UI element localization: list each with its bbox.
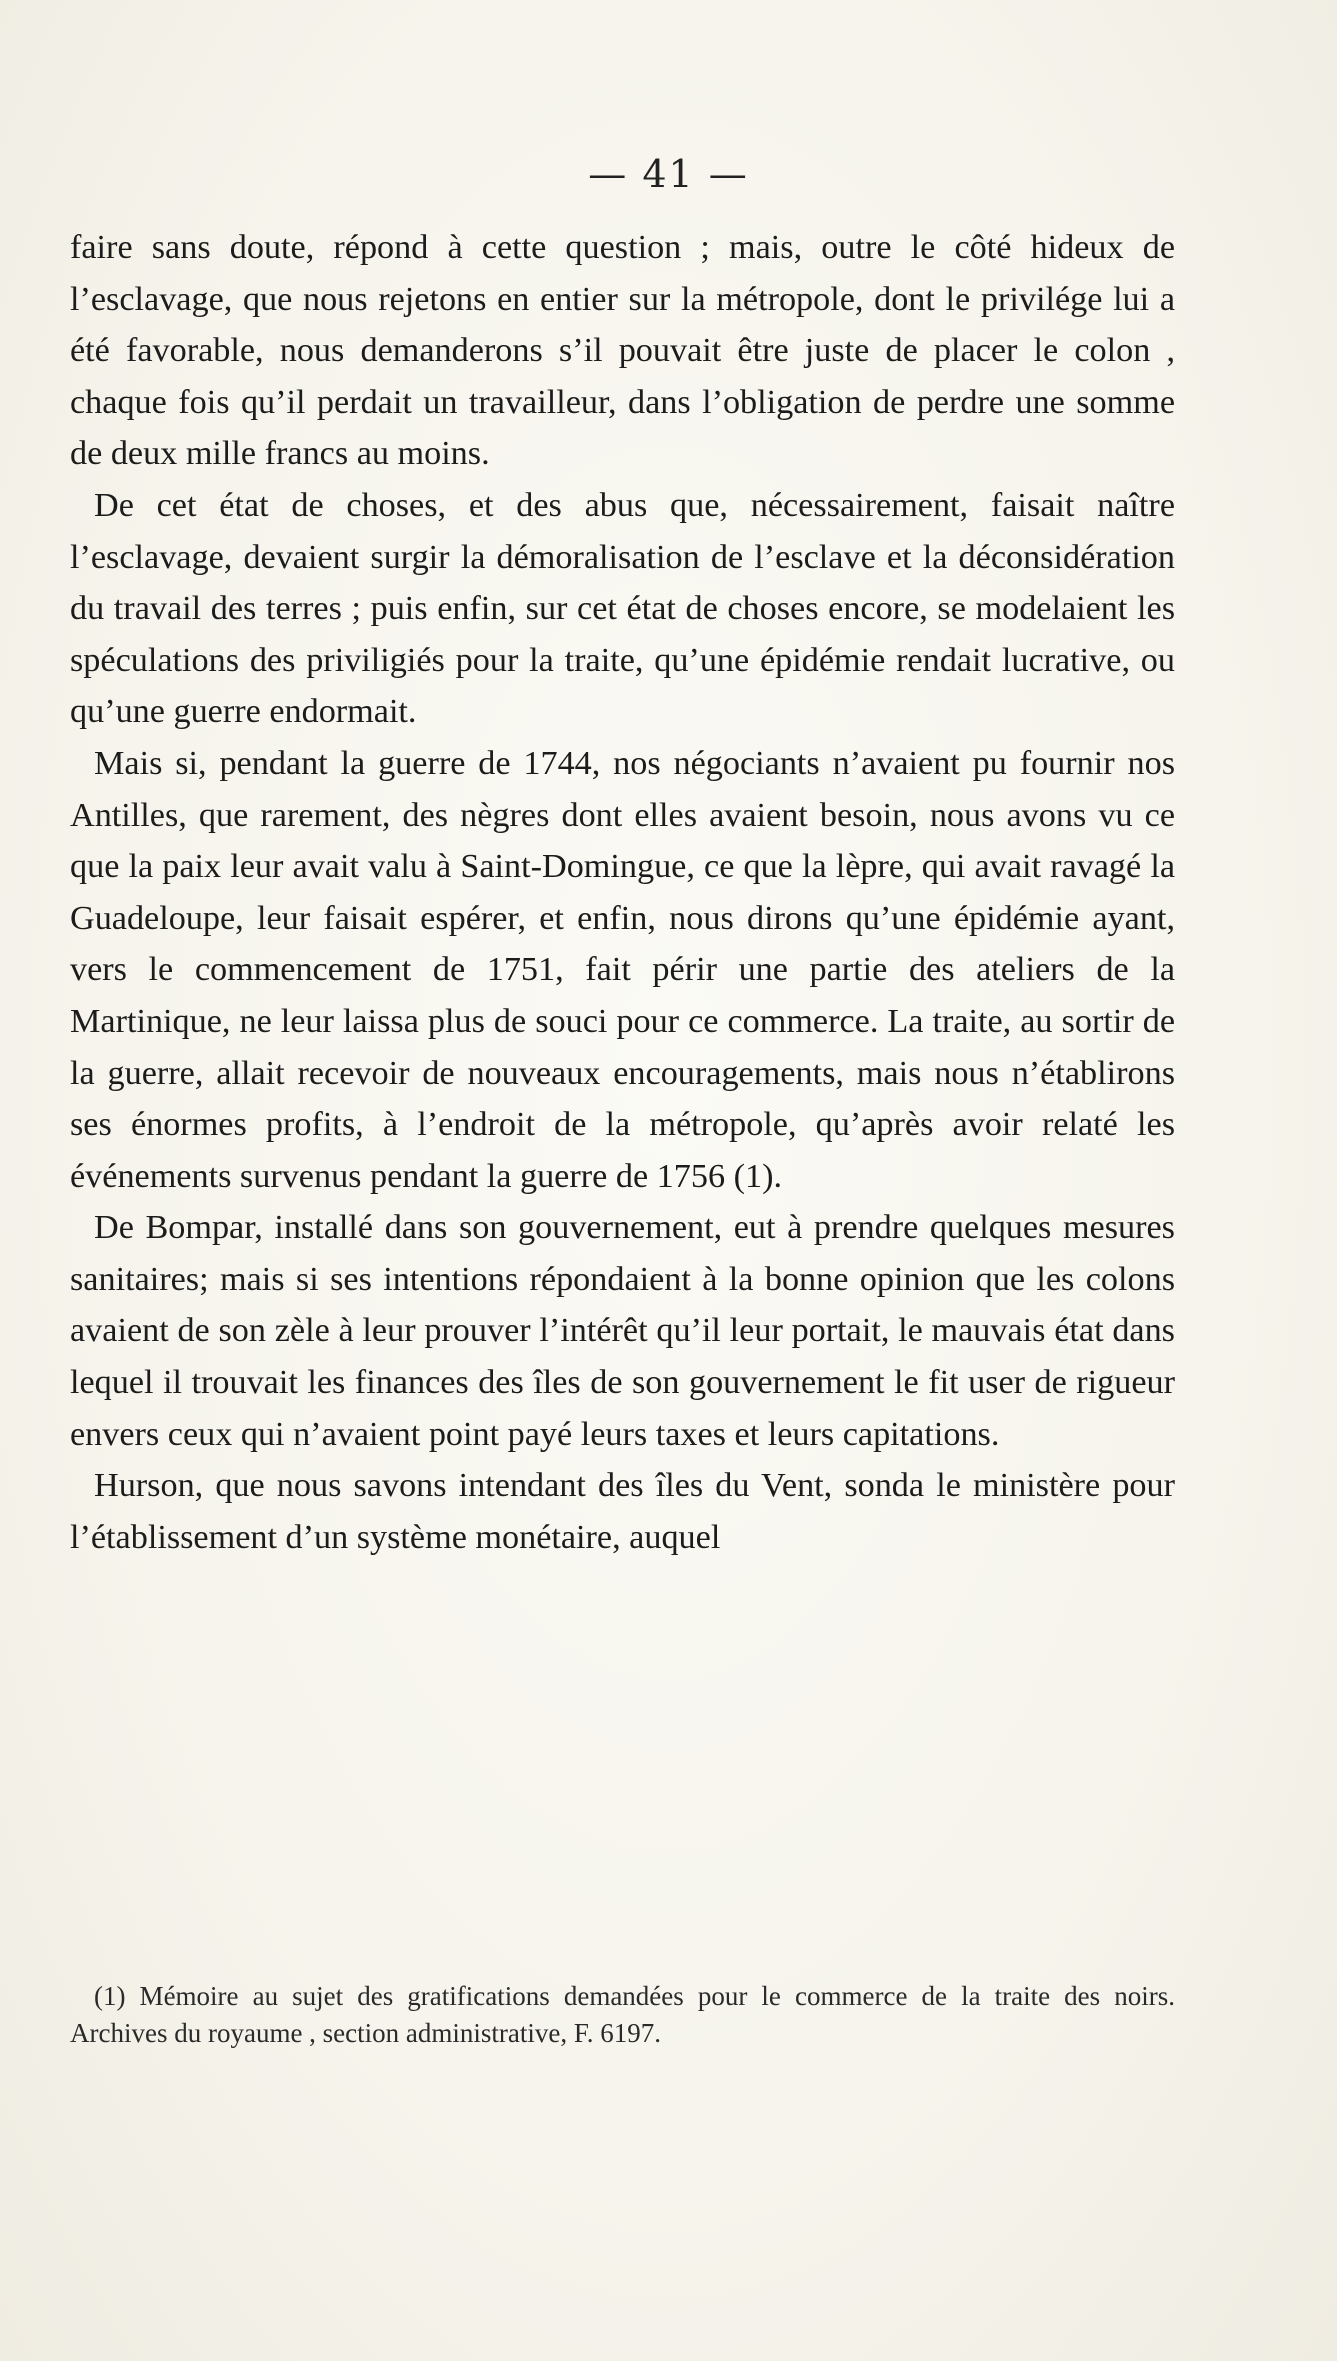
body-text [70, 222, 1175, 1563]
page-number: — 41 — [588, 152, 749, 196]
paragraph-1: faire sans doute, répond à cette question ; mais, outre le côté hideux de l’esclavage, que nous rejetons en entier sur la métropole, dont le privilége lui a été favorable, nous demanderons s’il pouvait être juste de placer le colon , chaque fois qu’il perdait un travailleur, dans l’obligation de perdre une somme de deux mille francs au moins. [70, 229, 1175, 473]
paragraph-5: Hurson, que nous savons intendant des îles du Vent, sonda le ministère pour l’établissement d’un système monétaire, auquel [70, 1467, 1175, 1556]
paragraph-3: Mais si, pendant la guerre de 1744, nos négociants n’avaient pu fournir nos Antilles, que rarement, des nègres dont elles avaient besoin, nous avons vu ce que la paix leur avait valu à Saint-Domingue, ce que la lèpre, qui avait ravagé la Guadeloupe, leur faisait espérer, et enfin, nous dirons qu’une épidémie ayant, vers le commencement de 1751, fait périr une partie des ateliers de la Martinique, ne leur laissa plus de souci pour ce commerce. La traite, au sortir de la guerre, allait recevoir de nouveaux encouragements, mais nous n’établirons ses énormes profits, à l’endroit de la métropole, qu’après avoir relaté les événements survenus pendant la guerre de 1756 (1). [70, 744, 1175, 1195]
paragraph-4: De Bompar, installé dans son gouvernement, eut à prendre quelques mesures sanitaires; mais si ses intentions répondaient à la bonne opinion que les colons avaient de son zèle à leur prouver l’intérêt qu’il leur portait, le mauvais état dans lequel il trouvait les finances des îles de son gouvernement le fit user de rigueur envers ceux qui n’avaient point payé leurs taxes et leurs capitations. [70, 1209, 1175, 1453]
footnote [70, 1978, 1175, 2052]
footnote-text: (1) Mémoire au sujet des gratifications demandées pour le commerce de la traite des noirs. Archives du royaume , section administrative, F. 6197. [70, 1981, 1175, 2048]
paragraph-2: De cet état de choses, et des abus que, nécessairement, faisait naître l’esclavage, devaient surgir la démoralisation de l’esclave et la déconsidération du travail des terres ; puis enfin, sur cet état de choses encore, se modelaient les spéculations des priviligiés pour la traite, qu’une épidémie rendait lucrative, ou qu’une guerre endormait. [70, 486, 1175, 731]
